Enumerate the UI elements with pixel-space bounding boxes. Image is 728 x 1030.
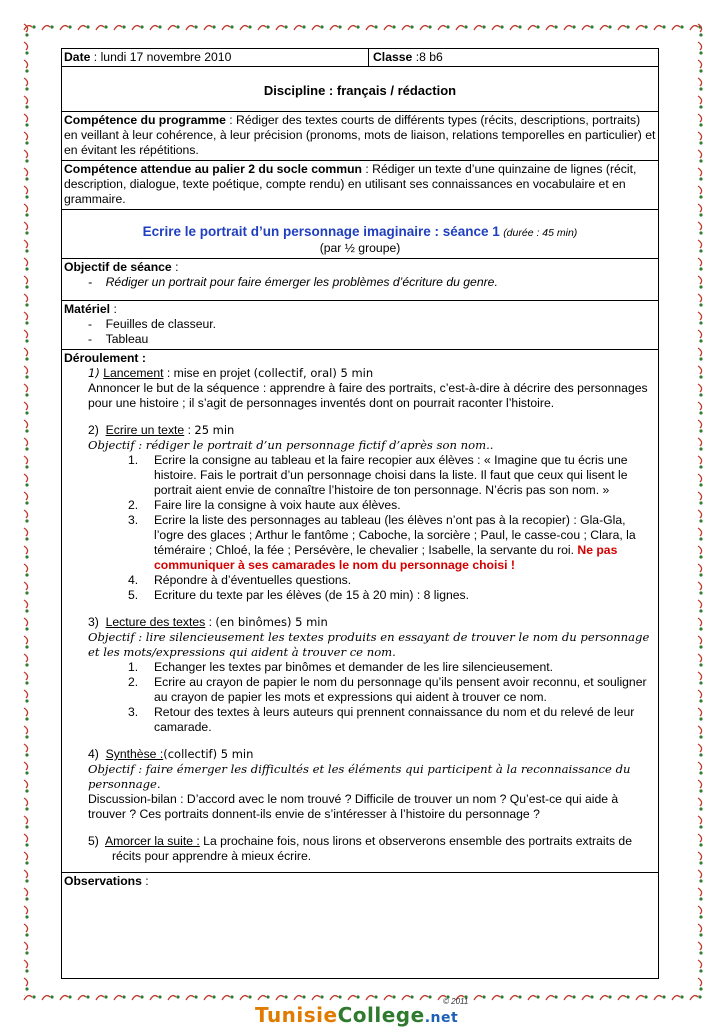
materiel-item: - Feuilles de classeur. — [88, 317, 217, 331]
materiel-row — [62, 301, 658, 350]
step-lecture — [64, 615, 656, 660]
substep — [64, 588, 656, 603]
step-objectif: Objectif : faire émerger les difficultés et les éléments qui participent à la reconnaissance du personnage. — [88, 762, 631, 791]
substep-text: Echanger les textes par binômes et demander de les lire silencieusement. — [154, 660, 554, 674]
step-rest: : mise en projet — [163, 366, 251, 380]
substep-number: 2. — [128, 498, 139, 512]
step-text: La prochaine fois, nous lirons et observerons ensemble des portraits extraits de récits pour apprendre à mieux écrire. — [112, 834, 632, 863]
materiel-label: Matériel — [64, 302, 111, 316]
step-number: 2) — [88, 423, 99, 437]
substep-number: 1. — [128, 453, 139, 467]
substep-number: 3. — [128, 513, 139, 527]
step-timing: (en binômes) 5 min — [215, 615, 328, 629]
substep — [64, 675, 656, 705]
substep-text: Ecrire au crayon de papier le nom du personnage qu’ils pensent avoir reconnu, et souligner au crayon de papier les mots et expressions qui aident à trouver ce nom. — [154, 675, 647, 704]
discipline-row — [62, 67, 658, 112]
discipline-title: Discipline : français / rédaction — [263, 83, 457, 98]
substep — [64, 513, 656, 573]
step-title: Lecture des textes — [105, 615, 206, 629]
substep-number: 3. — [128, 705, 139, 719]
logo-part-2: College — [337, 1003, 425, 1027]
objectif-label: Objectif de séance — [64, 260, 172, 274]
step-number: 3) — [88, 615, 99, 629]
competence-palier-row — [62, 161, 658, 209]
step-title: Lancement — [103, 366, 164, 380]
step-title: Synthèse : — [105, 747, 164, 761]
substep-text: Ecrire la liste des personnages au tableau (les élèves n’ont pas à la recopier) : Gla-Gla, l’ogre des glaces ; Arthur le fantôme ; Caboche, la sorcière ; Paul, le casse-cou ; Clara, la téméraire ; Chloé, la fée ; Persévère, le chevalier ; Isabelle, la servante du roi. — [154, 513, 636, 557]
materiel-item-text: Tableau — [105, 332, 149, 346]
substep-number: 5. — [128, 588, 139, 602]
logo-wordmark — [255, 1003, 458, 1027]
substep-number: 2. — [128, 675, 139, 689]
materiel-item: - Tableau — [88, 332, 149, 346]
date-label: Date — [64, 50, 91, 64]
substep — [64, 705, 656, 735]
step-timing: 25 min — [194, 423, 235, 437]
step-objectif: Objectif : rédiger le portrait d’un personnage fictif d’après son nom.. — [88, 438, 494, 452]
step-title: Amorcer la suite : — [104, 834, 200, 848]
substep-number: 1. — [128, 660, 139, 674]
step-timing: (collectif, oral) 5 min — [253, 366, 374, 380]
copyright-text: © 2011 — [443, 997, 469, 1006]
lesson-duration: (durée : 45 min) — [503, 227, 578, 239]
decorative-border-left — [22, 22, 32, 996]
substep-text: Ecrire la consigne au tableau et la faire recopier aux élèves : « Imagine que tu écris une histoire. Fais le portrait d’un personnage choisi dans la liste. Il faut que ceux qui lisent le portrait aient envie de connaître l’histoire de ton personnage. N’écris pas son nom. » — [154, 453, 628, 497]
substep — [64, 660, 656, 675]
decorative-border-right — [696, 22, 706, 996]
step-ecrire — [64, 423, 656, 453]
logo-part-1: Tunisie — [255, 1003, 338, 1027]
step-objectif: Objectif : lire silencieusement les textes produits en essayant de trouver le nom du personnage et les mots/expressions qui aident à trouver ce nom. — [88, 630, 650, 659]
competence-programme-text: : Rédiger des textes courts de différents types (récits, descriptions, portraits) en veillant à leur cohérence, à leur précision (pronoms, mots de liaison, relations temporelles en particulier) et en évitant les répétitions. — [64, 113, 656, 157]
date-cell — [62, 49, 369, 66]
lesson-title: Ecrire le portrait d’un personnage imaginaire : séance 1 — [142, 224, 500, 239]
substep-text: Ecriture du texte par les élèves (de 15 à 20 min) : 8 lignes. — [154, 588, 470, 602]
objectif-row — [62, 259, 658, 301]
deroulement-label: Déroulement : — [64, 351, 146, 365]
step-lancement — [64, 366, 656, 411]
classe-label: Classe — [373, 50, 413, 64]
materiel-colon: : — [110, 302, 117, 316]
competence-programme-label: Compétence du programme — [64, 113, 226, 127]
observations-row — [62, 873, 658, 978]
step-text: Annoncer le but de la séquence : apprendre à faire des portraits, c’est-à-dire à décrire des personnages pour une histoire ; il s’agit de personnages inventés dont on pourrait raconter l’histoire. — [88, 381, 648, 410]
substep — [64, 453, 656, 498]
lesson-sheet — [61, 48, 659, 979]
title-row — [62, 209, 658, 259]
step-number: 5) — [88, 834, 99, 848]
step-amorcer — [64, 834, 656, 864]
materiel-item-text: Feuilles de classeur. — [105, 317, 217, 331]
lesson-subtitle: (par ½ groupe) — [319, 241, 401, 255]
observations-label: Observations — [64, 874, 142, 888]
step-rest: : — [184, 423, 195, 437]
step-number: 1) — [88, 366, 100, 380]
decorative-border-top — [22, 22, 706, 32]
deroulement-row — [62, 350, 658, 873]
observations-colon: : — [141, 874, 149, 888]
substep-text: Répondre à d’éventuelles questions. — [154, 573, 352, 587]
classe-cell — [369, 49, 447, 66]
substep-text: Retour des textes à leurs auteurs qui prennent connaissance du nom et du relevé de leur camarade. — [154, 705, 635, 734]
objectif-colon: : — [171, 260, 179, 274]
step-title: Ecrire un texte — [105, 423, 185, 437]
substep — [64, 498, 656, 513]
objectif-bullet: - Rédiger un portrait pour faire émerger les problèmes d’écriture du genre. — [88, 275, 498, 289]
header-row — [62, 49, 658, 67]
objectif-text: Rédiger un portrait pour faire émerger les problèmes d’écriture du genre. — [105, 275, 498, 289]
classe-value: :8 b6 — [412, 50, 443, 64]
substep-text: Faire lire la consigne à voix haute aux élèves. — [154, 498, 401, 512]
competence-palier-label: Compétence attendue au palier 2 du socle commun — [64, 162, 362, 176]
step-number: 4) — [88, 747, 99, 761]
step-synthese — [64, 747, 656, 822]
logo-part-3: .net — [424, 1010, 459, 1026]
competence-programme-row — [62, 112, 658, 161]
date-value: : lundi 17 novembre 2010 — [90, 50, 232, 64]
tunisiecollege-logo — [255, 997, 495, 1027]
step-text: Discussion-bilan : D’accord avec le nom trouvé ? Difficile de trouver un nom ? Qu’est-ce qui aide à trouver ? Ces portraits donnent-ils envie de s’intéresser à l’histoire du personnage ? — [88, 792, 619, 821]
substep-number: 4. — [128, 573, 139, 587]
competence-palier-text: : Rédiger un texte d’une quinzaine de lignes (récit, description, dialogue, texte poétique, compte rendu) en utilisant ses connaissances en vocabulaire et en grammaire. — [64, 162, 637, 206]
step-timing: (collectif) 5 min — [163, 747, 254, 761]
substep — [64, 573, 656, 588]
warning-text: Ne pas communiquer à ses camarades le nom du personnage choisi ! — [154, 543, 618, 572]
step-rest: : — [205, 615, 216, 629]
